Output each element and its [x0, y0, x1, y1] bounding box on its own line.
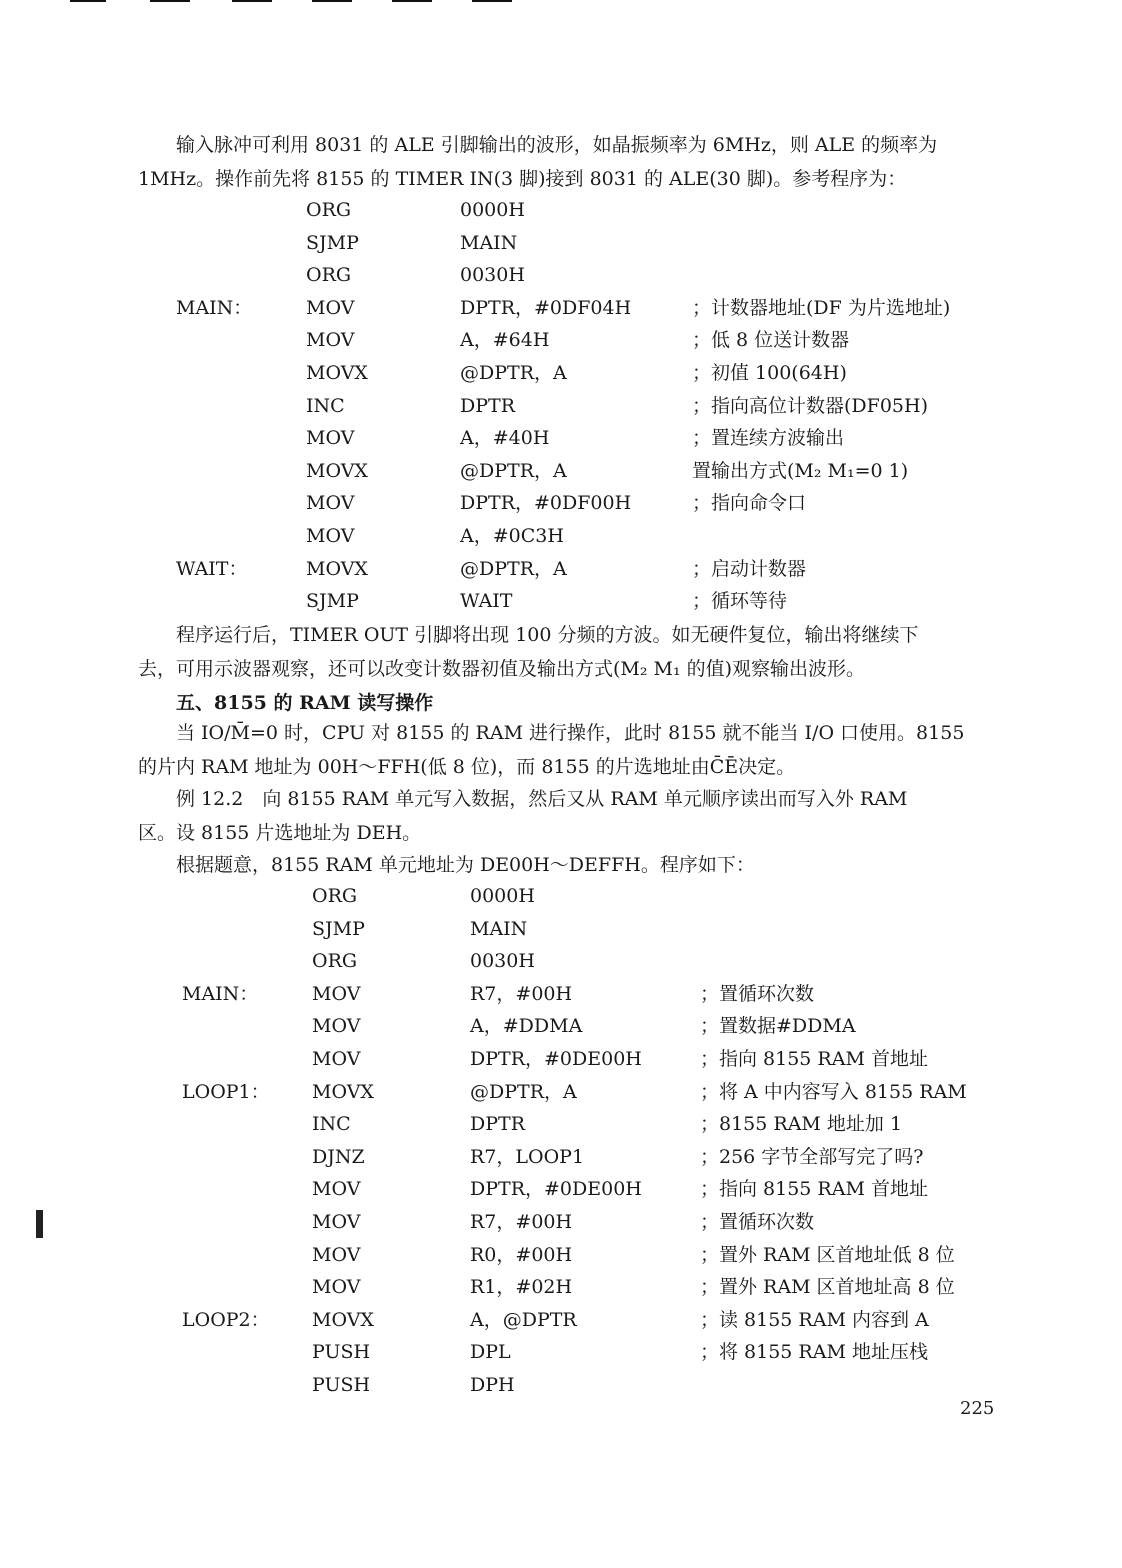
code-line	[0, 1369, 1122, 1402]
code-comment: ；置循环次数	[700, 1211, 815, 1233]
code-line	[0, 487, 1122, 520]
code-operand: A，@DPTR	[470, 1308, 577, 1331]
code-comment: ；置数据#DDMA	[700, 1015, 856, 1038]
code-op: MOV	[312, 1015, 361, 1038]
scan-margin-mark	[36, 1210, 43, 1238]
code-operand: MAIN	[460, 231, 518, 254]
code-comment: ；指向 8155 RAM 首地址	[700, 1048, 928, 1070]
code-comment: ；指向高位计数器(DF05H)	[692, 394, 928, 417]
code-comment: ；置外 RAM 区首地址高 8 位	[700, 1276, 955, 1299]
code-op: MOV	[306, 427, 355, 450]
code-op: PUSH	[312, 1341, 371, 1364]
code-line	[0, 1271, 1122, 1304]
code-line	[0, 422, 1122, 455]
code-operand: WAIT	[460, 590, 513, 613]
code-operand: @DPTR，A	[460, 362, 567, 384]
code-op: MOV	[312, 982, 361, 1005]
code-comment: ；置连续方波输出	[692, 427, 845, 450]
code-operand: 0030H	[470, 950, 535, 973]
code-operand: DPH	[470, 1374, 515, 1396]
code-line	[0, 292, 1122, 325]
code-line	[0, 390, 1122, 423]
code-op: PUSH	[312, 1374, 371, 1396]
paragraph-line: 输入脉冲可利用 8031 的 ALE 引脚输出的波形，如晶振频率为 6MHz，则 ALE 的频率为	[176, 134, 938, 156]
code-operand: R1，#02H	[470, 1276, 573, 1299]
code-line	[0, 880, 1122, 913]
code-op: ORG	[312, 885, 358, 907]
code-operand: MAIN	[470, 917, 528, 940]
header-rule-mark	[150, 0, 190, 2]
code-line	[0, 553, 1122, 586]
code-operand: DPTR	[470, 1113, 525, 1136]
code-line	[0, 913, 1122, 946]
code-operand: DPTR	[460, 394, 515, 417]
code-line	[0, 1173, 1122, 1206]
header-rule-mark	[472, 0, 512, 2]
code-line	[0, 1304, 1122, 1337]
code-label: WAIT：	[176, 557, 248, 580]
code-operand: @DPTR，A	[460, 557, 567, 580]
code-op: ORG	[306, 199, 352, 221]
code-line	[0, 520, 1122, 553]
code-comment: ；循环等待	[692, 590, 788, 613]
code-op: ORG	[306, 264, 352, 287]
code-comment: ；指向 8155 RAM 首地址	[700, 1178, 928, 1201]
paragraph-line: 的片内 RAM 地址为 00H～FFH(低 8 位)，而 8155 的片选地址由C̄Ē决定。	[138, 756, 796, 778]
paragraph-line: 程序运行后，TIMER OUT 引脚将出现 100 分频的方波。如无硬件复位，输出将继续下	[176, 624, 919, 646]
code-line	[0, 1206, 1122, 1239]
header-rule-mark	[232, 0, 272, 2]
code-operand: DPL	[470, 1341, 511, 1364]
code-comment: ；8155 RAM 地址加 1	[700, 1113, 903, 1136]
code-op: ORG	[312, 950, 358, 973]
code-op: INC	[306, 394, 345, 417]
code-comment: ；启动计数器	[692, 557, 807, 580]
code-line	[0, 1043, 1122, 1076]
code-operand: R7，LOOP1	[470, 1145, 585, 1168]
code-operand: A，#64H	[460, 329, 550, 352]
code-op: MOVX	[306, 557, 368, 580]
code-op: MOV	[306, 492, 355, 515]
paragraph-line: 当 IO/M̄=0 时，CPU 对 8155 的 RAM 进行操作，此时 8155 就不能当 I/O 口使用。8155	[176, 722, 965, 744]
code-line	[0, 1336, 1122, 1369]
code-line	[0, 259, 1122, 292]
code-op: MOV	[312, 1276, 361, 1299]
code-line	[0, 357, 1122, 390]
header-rule-mark	[312, 0, 352, 2]
code-comment: ；将 A 中内容写入 8155 RAM	[700, 1080, 967, 1103]
code-operand: A，#0C3H	[460, 525, 564, 547]
code-op: MOV	[306, 296, 355, 319]
code-op: MOV	[312, 1211, 361, 1233]
paragraph-line: 去，可用示波器观察，还可以改变计数器初值及输出方式(M₂ M₁ 的值)观察输出波形。	[138, 658, 866, 680]
code-label: LOOP2：	[182, 1308, 270, 1331]
code-line	[0, 1239, 1122, 1272]
code-operand: R0，#00H	[470, 1243, 573, 1266]
code-line	[0, 455, 1122, 488]
header-rule-mark	[392, 0, 432, 2]
code-operand: 0000H	[470, 885, 535, 907]
example-line: 区。设 8155 片选地址为 DEH。	[138, 822, 422, 844]
code-operand: DPTR，#0DE00H	[470, 1048, 642, 1070]
code-operand: DPTR，#0DE00H	[470, 1178, 642, 1201]
code-line	[0, 585, 1122, 618]
code-operand: A，#40H	[460, 427, 550, 450]
code-operand: 0000H	[460, 199, 525, 221]
code-comment: ；置外 RAM 区首地址低 8 位	[700, 1243, 955, 1266]
code-op: MOV	[312, 1048, 361, 1070]
code-op: MOVX	[306, 362, 368, 384]
code-op: SJMP	[306, 590, 359, 613]
code-comment: ；初值 100(64H)	[692, 362, 847, 384]
code-label: MAIN：	[182, 982, 259, 1005]
code-op: SJMP	[312, 917, 365, 940]
code-op: MOV	[312, 1178, 361, 1201]
paragraph-line: 1MHz。操作前先将 8155 的 TIMER IN(3 脚)接到 8031 的 ALE(30 脚)。参考程序为：	[138, 168, 907, 190]
code-comment: ；置循环次数	[700, 982, 815, 1005]
header-rule-mark	[70, 0, 106, 2]
code-line	[0, 945, 1122, 978]
code-comment: ；256 字节全部写完了吗?	[700, 1145, 924, 1168]
code-op: INC	[312, 1113, 351, 1136]
code-comment: ；指向命令口	[692, 492, 807, 515]
code-comment: ；低 8 位送计数器	[692, 329, 850, 352]
code-op: SJMP	[306, 231, 359, 254]
section-heading: 五、8155 的 RAM 读写操作	[176, 692, 434, 714]
code-line	[0, 227, 1122, 260]
code-operand: R7，#00H	[470, 982, 573, 1005]
code-operand: DPTR，#0DF00H	[460, 492, 632, 515]
code-line	[0, 978, 1122, 1011]
code-label: LOOP1：	[182, 1080, 270, 1103]
code-line	[0, 324, 1122, 357]
code-op: MOV	[306, 329, 355, 352]
code-op: MOVX	[312, 1308, 374, 1331]
code-op: MOVX	[312, 1080, 374, 1103]
code-line	[0, 1010, 1122, 1043]
code-line	[0, 194, 1122, 227]
code-operand: 0030H	[460, 264, 525, 287]
example-line: 例 12.2 向 8155 RAM 单元写入数据，然后又从 RAM 单元顺序读出而写入外 RAM	[176, 788, 908, 810]
code-comment: 置输出方式(M₂ M₁=0 1)	[692, 459, 909, 482]
code-op: MOV	[306, 525, 355, 547]
code-op: MOVX	[306, 459, 368, 482]
code-line	[0, 1141, 1122, 1174]
page-number: 225	[960, 1398, 995, 1419]
code-operand: @DPTR，A	[470, 1080, 577, 1103]
code-operand: A，#DDMA	[470, 1015, 583, 1038]
code-operand: @DPTR，A	[460, 459, 567, 482]
code-comment: ；读 8155 RAM 内容到 A	[700, 1308, 929, 1331]
code-comment: ；将 8155 RAM 地址压栈	[700, 1341, 928, 1364]
code-line	[0, 1076, 1122, 1109]
code-line	[0, 1108, 1122, 1141]
code-comment: ；计数器地址(DF 为片选地址)	[692, 296, 951, 319]
code-op: DJNZ	[312, 1145, 365, 1168]
code-label: MAIN：	[176, 296, 253, 319]
code-operand: DPTR，#0DF04H	[460, 296, 632, 319]
header-rule-marks	[0, 0, 1122, 8]
paragraph-line: 根据题意，8155 RAM 单元地址为 DE00H～DEFFH。程序如下：	[176, 854, 755, 876]
code-operand: R7，#00H	[470, 1211, 573, 1233]
code-op: MOV	[312, 1243, 361, 1266]
